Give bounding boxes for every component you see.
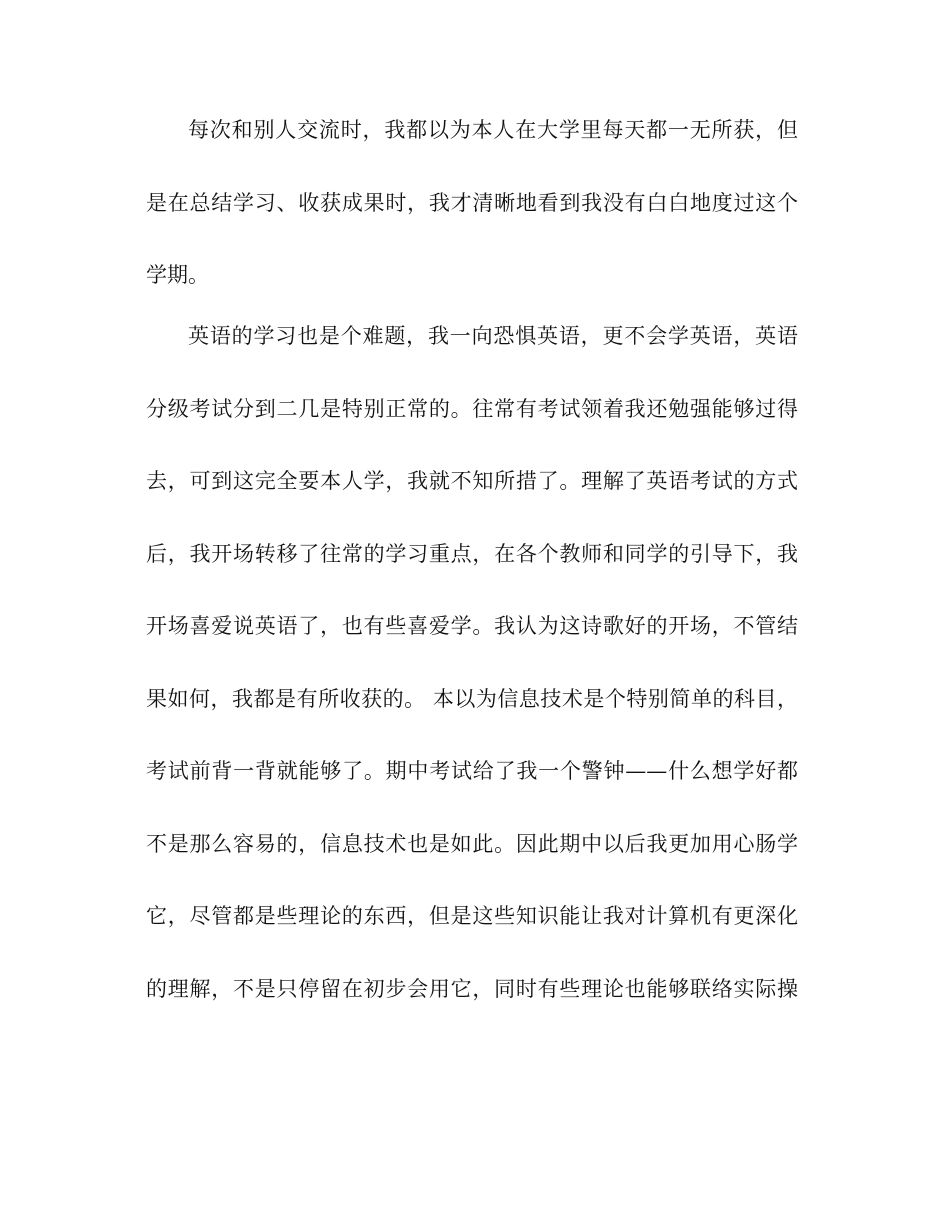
paragraph-line: 学期。 xyxy=(146,263,209,287)
paragraph-line: 开场喜爱说英语了，也有些喜爱学。我认为这诗歌好的开场，不管结 xyxy=(146,614,798,638)
paragraph-line: 英语的学习也是个难题，我一向恐惧英语，更不会学英语，英语 xyxy=(188,324,798,348)
paragraph-line: 后，我开场转移了往常的学习重点，在各个教师和同学的引导下，我 xyxy=(146,541,798,566)
paragraph-line: 分级考试分到二几是特别正常的。往常有考试领着我还勉强能够过得 xyxy=(146,396,798,421)
paragraph-line: 每次和别人交流时，我都以为本人在大学里每天都一无所获，但 xyxy=(188,118,798,142)
paragraph-line: 的理解，不是只停留在初步会用它，同时有些理论也能够联络实际操 xyxy=(146,976,798,1001)
paragraph-line: 不是那么容易的，信息技术也是如此。因此期中以后我更加用心肠学 xyxy=(146,831,798,856)
paragraph-2 xyxy=(146,324,798,1001)
paragraph-line: 去，可到这完全要本人学，我就不知所措了。理解了英语考试的方式 xyxy=(146,469,798,493)
body-text xyxy=(146,118,798,1049)
paragraph-line: 考试前背一背就能够了。期中考试给了我一个警钟——什么想学好都 xyxy=(146,759,798,783)
paragraph-line: 它，尽管都是些理论的东西，但是这些知识能让我对计算机有更深化 xyxy=(146,904,798,928)
paragraph-line: 是在总结学习、收获成果时，我才清晰地看到我没有白白地度过这个 xyxy=(146,190,798,215)
paragraph-1 xyxy=(146,118,798,287)
paragraph-line: 果如何，我都是有所收获的。 本以为信息技术是个特别简单的科目， xyxy=(146,686,798,711)
